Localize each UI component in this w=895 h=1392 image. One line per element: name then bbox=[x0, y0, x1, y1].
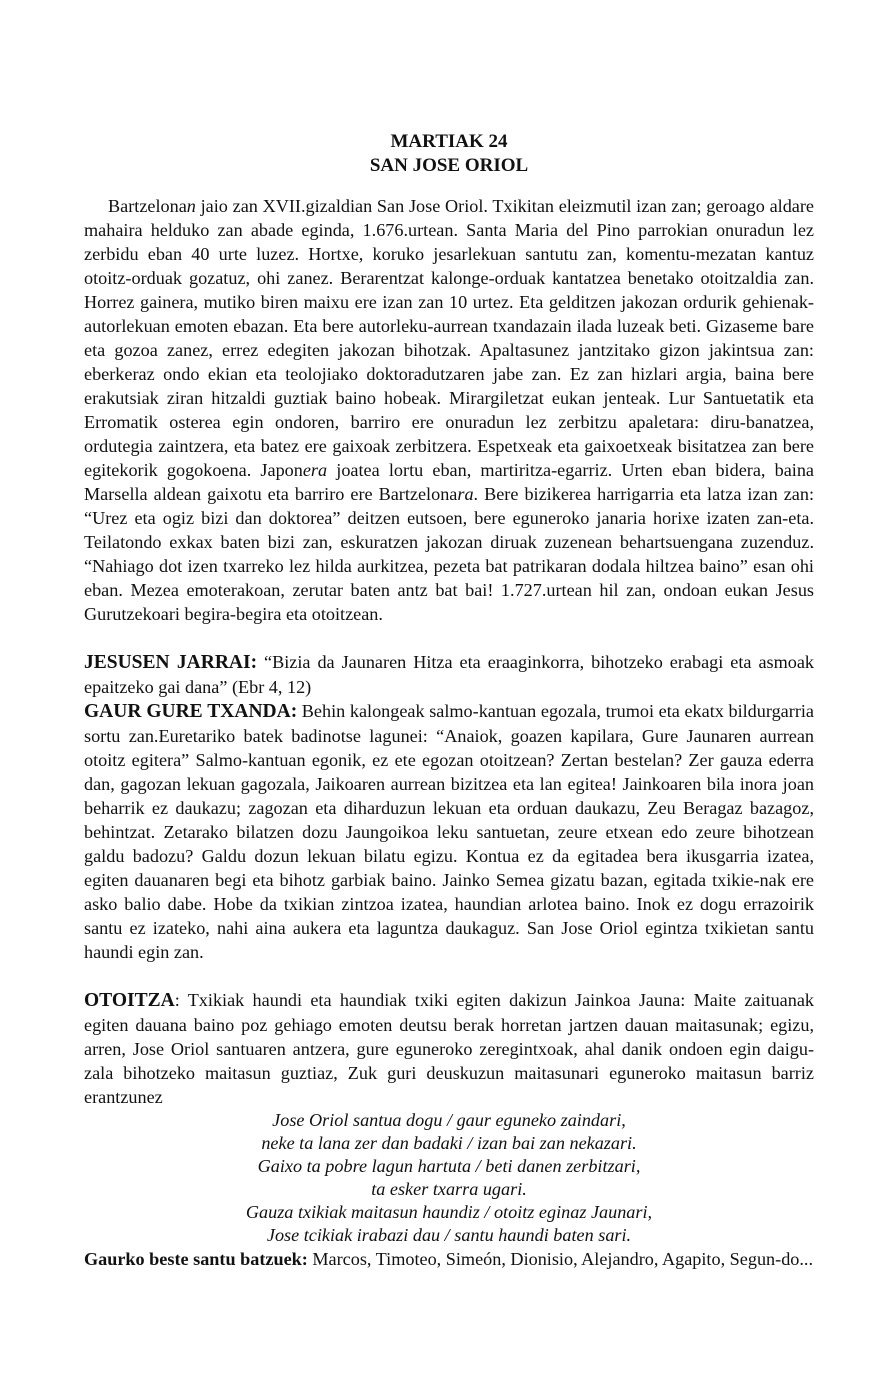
poem-line: Gauza txikiak maitasun haundiz / otoitz eginaz Jaunari, bbox=[245, 1202, 653, 1222]
poem-line: Gaixo ta pobre lagun hartuta / beti danen zerbitzari, bbox=[257, 1156, 641, 1176]
date-heading: MARTIAK 24 bbox=[390, 131, 508, 152]
poem-line: ta esker txarra ugari. bbox=[371, 1179, 527, 1199]
saint-heading: SAN JOSE ORIOL bbox=[369, 155, 529, 176]
title-block bbox=[84, 130, 814, 178]
jesusen-jarrai-label: JESUSEN JARRAI: bbox=[84, 652, 258, 673]
poem-line: Jose tcikiak irabazi dau / santu haundi baten sari. bbox=[266, 1225, 632, 1245]
page-body bbox=[84, 130, 814, 1271]
jesusen-jarrai-section: JESUSEN JARRAI: “Bizia da Jaunaren Hitza eta eraaginkorra, bihotzeko erabagi eta asmoak epaitzeko gai dana” (Ebr 4, 12) bbox=[84, 652, 814, 697]
otoitza-section: OTOITZA: Txikiak haundi eta haundiak txiki egiten dakizun Jainkoa Jauna: Maite zaituanak egiten dauana baino poz gehiago emoten deutsu berak horretan jartzen dauan maitasunak; egizu, arren, Jose Oriol santuaren antzera, gure eguneroko zeregintxoak, ahal danik ondoen egin daigu-zala bihotzeko maitasun guztiaz, Zuk guri deuskuzun maitasunari eguneroko maitasun barriz erantzunez bbox=[84, 990, 814, 1107]
poem-line: Jose Oriol santua dogu / gaur eguneko zaindari, bbox=[272, 1110, 626, 1130]
biography-paragraph: Bartzelonan jaio zan XVII.gizaldian San Jose Oriol. Txikitan eleizmutil izan zan; geroago aldare mahaira helduko zan abade eginda, 1.676.urtean. Santa Maria del Pino parrokian onuradun lez zerbidu eban 40 urte luzez. Hortxe, koruko jesarlekuan santutu zan, komentu-mezatan kantuz otoitz-orduak gozatuz, ohi zanez. Berarentzat kalonge-orduak kantatzea benetako otoitzaldia zan. Horrez gainera, mutiko biren maixu ere izan zan 10 urtez. Eta gelditzen jakozan ordurik gehienak-autorlekuan emoten ebazan. Eta bere autorleku-aurrean txandazain ilada luzeak beti. Gizaseme bare eta gozoa zanez, errez edegiten jakozan bihotzak. Apaltasunez jantzitako gizon jakintsua zan: eberkeraz ondo ekian eta teolojiako doktoradutzaren jabe zan. Ez zan hizlari argia, baina bere erakutsiak ziran hitzaldi guztiak baino hobeak. Mirargiletzat eukan jenteak. Lur Santuetatik eta Erromatik osterea egin ondoren, barriro ere onuradun lez zerbitzu apaletara: diru-banatzea, ordutegia zaintzera, eta batez ere gaixoak zerbitzera. Espetxeak eta gaixoetxeak bisitatzea zan bere egitekorik gogokoena. Japonera joatea lortu eban, martiritza-egarriz. Urten eban bidera, baina Marsella aldean gaixotu eta barriro ere Bartzelonara. Bere bizikerea harrigarria eta latza izan zan: “Urez eta ogiz bizi dan doktorea” deitzen eutsoen, bere eguneroko janaria horixe izaten zan-eta. Teilatondo exkax baten bizi zan, eskuratzen jakozan diruak zuzenean behartsuengana zuzenduz. “Nahiago dot izen txarreko lez hilda aurkitzea, pezeta bat patrikaran dodala hiltzea baino” esan ohi eban. Mezea emoterakoan, zerutar baten antz bat bai! 1.727.urtean hil zan, ondoan eukan Jesus Gurutzekoari begira-begira eta otoitzean. bbox=[84, 196, 814, 624]
gaur-gure-txanda-label: GAUR GURE TXANDA: bbox=[84, 701, 298, 722]
otoitza-label: OTOITZA bbox=[84, 990, 175, 1011]
other-saints-label: Gaurko beste santu batzuek: bbox=[84, 1249, 308, 1269]
poem bbox=[84, 1109, 814, 1247]
place-name: Bartzelonan bbox=[108, 196, 196, 216]
poem-line: neke ta lana zer dan badaki / izan bai zan nekazari. bbox=[261, 1133, 637, 1153]
gaur-gure-txanda-section: GAUR GURE TXANDA: Behin kalongeak salmo-kantuan egozala, trumoi eta ekatx bildurgarria sortu zan.Euretariko batek badinotse lagunei: “Anaiok, goazen kapilara, Gure Jaunaren aurrean otoitz egitera” Salmo-kantuan egonik, ez ete egozan otoitzean? Zertan bestelan? Zer gauza ederra dan, gagozan lekuan gagozala, Jaikoaren aurrean bizitzea eta lan egitea! Jainkoaren bila inora joan beharrik ez daukazu; zagozan eta diharduzun lekuan eta orduan daukazu, Zeu Beragaz bazagoz, behintzat. Zetarako bilatzen dozu Jaungoikoa leku santuetan, zeure etxean edo zeure bihotzean galdu badozu? Galdu dozun lekuan bilatu egizu. Kontua ez da egitadea bera ikusgarria izatea, egiten dauanaren begi eta bihotz garbiak baino. Jainko Semea gizatu bazan, egitada txikie-nak ere asko balio dabe. Hobe da txikian zintzoa izatea, haundian arlotea baino. Inok ez dogu errazoirik santu ez izateko, nahi aina aukera eta laguntza daukaguz. San Jose Oriol egintza txikietan santu haundi egin zan. bbox=[84, 701, 814, 962]
other-saints-section: Gaurko beste santu batzuek: Marcos, Timoteo, Simeón, Dionisio, Alejandro, Agapito, Segun-do... bbox=[84, 1249, 814, 1269]
